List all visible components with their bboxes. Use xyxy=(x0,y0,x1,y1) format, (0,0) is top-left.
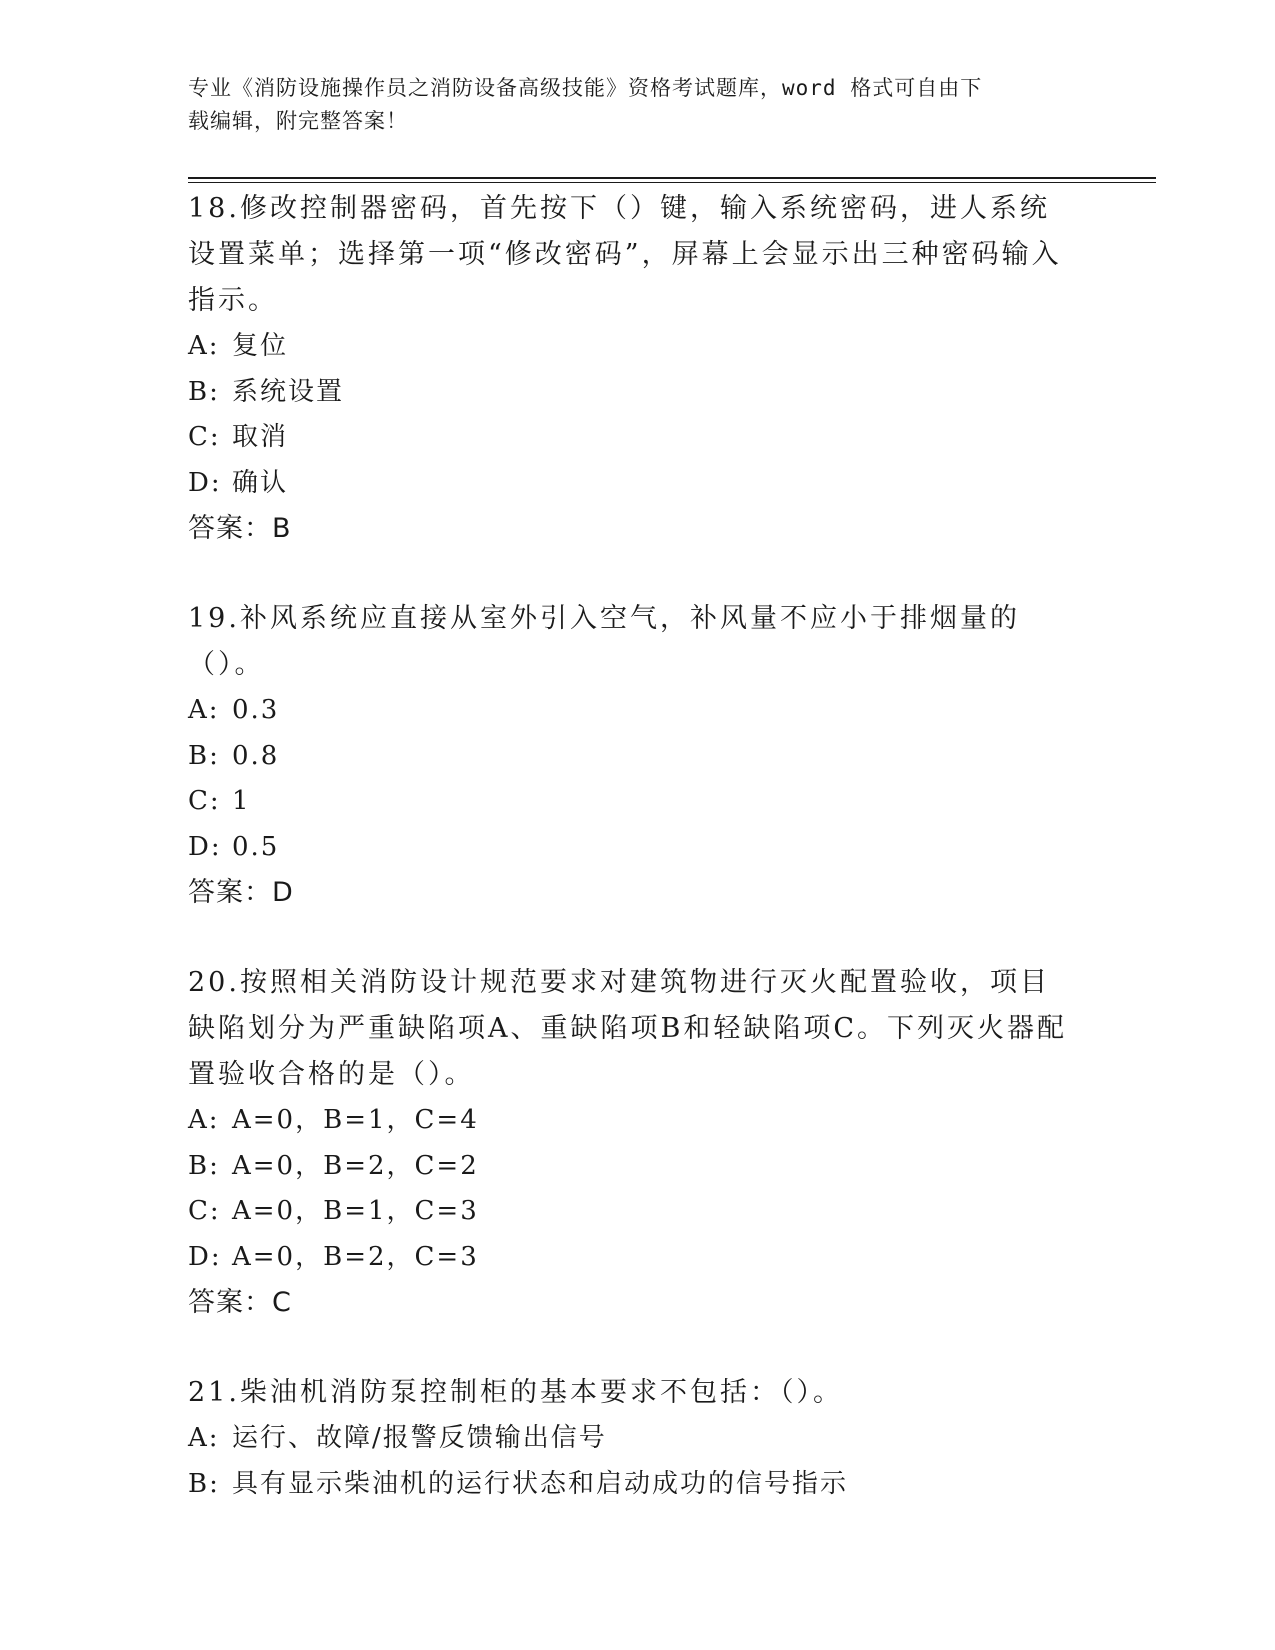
option-d xyxy=(188,461,1088,507)
question-stem: 20.按照相关消防设计规范要求对建筑物进行灭火配置验收，项目缺陷划分为严重缺陷项A、重缺陷项B和轻缺陷项C。下列灭火器配置验收合格的是（）。 xyxy=(188,967,1067,1090)
option-text: 具有显示柴油机的运行状态和启动成功的信号指示 xyxy=(232,1468,849,1499)
option-text: A=0，B=1，C=3 xyxy=(232,1196,479,1226)
option-c xyxy=(188,779,1088,825)
option-d xyxy=(188,825,1088,871)
option-c xyxy=(188,1189,1088,1235)
document-header xyxy=(188,72,1068,138)
option-a xyxy=(188,324,1088,370)
option-text: A=0，B=2，C=2 xyxy=(232,1150,479,1181)
question-list xyxy=(188,186,1088,1551)
option-letter: A: xyxy=(188,695,220,725)
question-stem: 21.柴油机消防泵控制柜的基本要求不包括：（）。 xyxy=(188,1377,843,1408)
option-text: A=0，B=2，C=3 xyxy=(232,1241,479,1272)
option-text: A=0，B=1，C=4 xyxy=(232,1105,479,1135)
header-divider-thick xyxy=(188,177,1156,179)
option-text: 确认 xyxy=(232,467,289,498)
question-19 xyxy=(188,596,1088,916)
option-b xyxy=(188,1144,1088,1190)
option-text: 0.3 xyxy=(232,695,280,725)
option-text: 系统设置 xyxy=(232,376,345,407)
option-letter: D: xyxy=(188,831,222,862)
option-letter: C: xyxy=(188,1196,221,1226)
header-divider-thin xyxy=(188,182,1156,183)
option-a xyxy=(188,688,1088,734)
option-b xyxy=(188,370,1088,416)
option-d xyxy=(188,1235,1088,1281)
option-text: 1 xyxy=(232,786,251,816)
option-letter: B: xyxy=(188,1468,220,1499)
option-text: 0.5 xyxy=(232,831,280,862)
answer-line: 答案：D xyxy=(188,877,294,908)
option-letter: A: xyxy=(188,1423,220,1453)
option-letter: D: xyxy=(188,467,222,498)
option-a xyxy=(188,1098,1088,1144)
header-line-2: 载编辑，附完整答案！ xyxy=(188,109,408,133)
question-stem: 18.修改控制器密码，首先按下（）键，输入系统密码，进人系统设置菜单；选择第一项“修改密码”，屏幕上会显示出三种密码输入指示。 xyxy=(188,193,1062,316)
option-letter: A: xyxy=(188,331,220,361)
answer-line: 答案：B xyxy=(188,513,292,544)
question-stem: 19.补风系统应直接从室外引入空气，补风量不应小于排烟量的（）。 xyxy=(188,603,1020,680)
header-line-1: 专业《消防设施操作员之消防设备高级技能》资格考试题库，word 格式可自由下 xyxy=(188,76,983,100)
option-letter: C: xyxy=(188,422,221,452)
option-text: 复位 xyxy=(232,331,289,361)
option-b xyxy=(188,1462,1088,1508)
option-text: 运行、故障/报警反馈输出信号 xyxy=(232,1423,607,1453)
option-text: 取消 xyxy=(232,422,289,452)
question-21 xyxy=(188,1370,1088,1507)
option-letter: D: xyxy=(188,1241,222,1272)
option-letter: B: xyxy=(188,740,220,771)
option-c xyxy=(188,415,1088,461)
question-20 xyxy=(188,960,1088,1326)
option-a xyxy=(188,1416,1088,1462)
option-letter: B: xyxy=(188,376,220,407)
option-letter: B: xyxy=(188,1150,220,1181)
option-text: 0.8 xyxy=(232,740,280,771)
question-18 xyxy=(188,186,1088,552)
option-letter: A: xyxy=(188,1105,220,1135)
option-letter: C: xyxy=(188,786,221,816)
option-b xyxy=(188,734,1088,780)
answer-line: 答案：C xyxy=(188,1287,292,1318)
